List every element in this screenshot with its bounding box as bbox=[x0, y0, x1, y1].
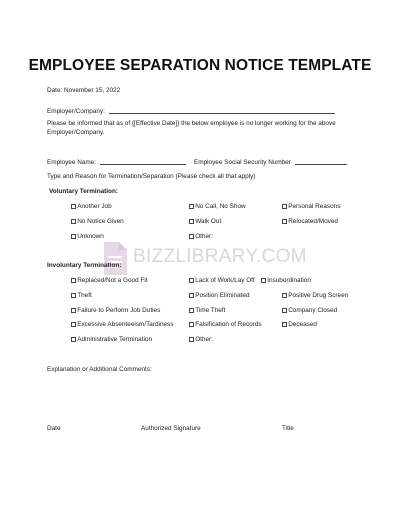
checkbox[interactable] bbox=[189, 308, 194, 313]
checkbox[interactable] bbox=[71, 308, 76, 313]
checkbox-item[interactable]: Administrative Termination bbox=[71, 336, 152, 344]
checkbox-item[interactable]: No Notice Given bbox=[71, 218, 124, 226]
document-icon bbox=[100, 238, 130, 278]
employer-row bbox=[47, 107, 335, 116]
checkbox-item[interactable]: Insubordination bbox=[261, 277, 311, 285]
checkbox[interactable] bbox=[189, 293, 194, 298]
document-title: EMPLOYEE SEPARATION NOTICE TEMPLATE bbox=[28, 57, 372, 74]
checkbox[interactable] bbox=[282, 308, 287, 313]
watermark-text: BIZZLIBRARY.COM bbox=[133, 246, 307, 267]
checkbox-item[interactable]: Falsification of Records bbox=[189, 321, 262, 329]
date-line: Date: November 15, 2022 bbox=[47, 87, 121, 94]
checkbox-item[interactable]: Other: bbox=[189, 336, 213, 344]
checkbox[interactable] bbox=[71, 234, 76, 239]
employer-field[interactable] bbox=[109, 107, 335, 114]
checkbox[interactable] bbox=[189, 322, 194, 327]
checkbox-item[interactable]: Failure to Perform Job Duties bbox=[71, 307, 160, 315]
checkbox-item[interactable]: Excessive Absenteeism/Tardiness bbox=[71, 321, 173, 329]
checkbox[interactable] bbox=[261, 278, 266, 283]
footer-title-label: Title bbox=[282, 425, 294, 432]
footer-signature-label: Authorized Signature bbox=[141, 425, 201, 432]
intro-paragraph: Please be informed that as of {[Effective Date]} the below employee is no longer working for the above Employer/Company. bbox=[47, 120, 336, 137]
checkbox-item[interactable]: Walk Out bbox=[189, 218, 221, 226]
ssn-label: Employee Social Security Number bbox=[194, 159, 291, 166]
checkbox-item[interactable]: Company Closed bbox=[282, 307, 337, 315]
type-reason-text: Type and Reason for Termination/Separation (Please check all that apply) bbox=[47, 173, 256, 180]
checkbox[interactable] bbox=[282, 322, 287, 327]
checkbox[interactable] bbox=[189, 204, 194, 209]
employee-name-row bbox=[47, 158, 186, 167]
employer-label: Employer/Company: bbox=[47, 108, 105, 115]
checkbox-item[interactable]: Lack of Work/Lay Off bbox=[189, 277, 255, 285]
checkbox-item[interactable]: Personal Reasons bbox=[282, 203, 340, 211]
employee-name-label: Employee Name: bbox=[47, 159, 97, 166]
checkbox-item[interactable]: Relocated/Moved bbox=[282, 218, 338, 226]
checkbox-item[interactable]: Replaced/Not a Good Fit bbox=[71, 277, 148, 285]
checkbox[interactable] bbox=[282, 293, 287, 298]
voluntary-heading: Voluntary Termination: bbox=[49, 188, 118, 195]
checkbox[interactable] bbox=[71, 278, 76, 283]
checkbox[interactable] bbox=[71, 204, 76, 209]
checkbox-item[interactable]: Position Eliminated bbox=[189, 292, 250, 300]
checkbox[interactable] bbox=[189, 278, 194, 283]
checkbox[interactable] bbox=[189, 337, 194, 342]
explanation-label: Explanation or Additional Comments: bbox=[47, 366, 152, 373]
checkbox[interactable] bbox=[282, 204, 287, 209]
checkbox-item[interactable]: No Call, No Show bbox=[189, 203, 246, 211]
ssn-field[interactable] bbox=[295, 158, 347, 165]
checkbox[interactable] bbox=[71, 322, 76, 327]
checkbox[interactable] bbox=[71, 293, 76, 298]
checkbox-item[interactable]: Unknown bbox=[71, 233, 104, 241]
checkbox[interactable] bbox=[282, 219, 287, 224]
ssn-row bbox=[194, 158, 347, 167]
involuntary-heading: Involuntary Termination: bbox=[47, 262, 122, 269]
employee-name-field[interactable] bbox=[100, 158, 186, 165]
checkbox[interactable] bbox=[189, 219, 194, 224]
checkbox-item[interactable]: Time Theft bbox=[189, 307, 225, 315]
checkbox[interactable] bbox=[71, 337, 76, 342]
checkbox-item[interactable]: Positive Drug Screen bbox=[282, 292, 348, 300]
checkbox-item[interactable]: Other: bbox=[189, 233, 213, 241]
checkbox-item[interactable]: Deceased bbox=[282, 321, 317, 329]
checkbox-item[interactable]: Theft bbox=[71, 292, 92, 300]
footer-date-label: Date bbox=[47, 425, 61, 432]
checkbox[interactable] bbox=[71, 219, 76, 224]
checkbox-item[interactable]: Another Job bbox=[71, 203, 112, 211]
